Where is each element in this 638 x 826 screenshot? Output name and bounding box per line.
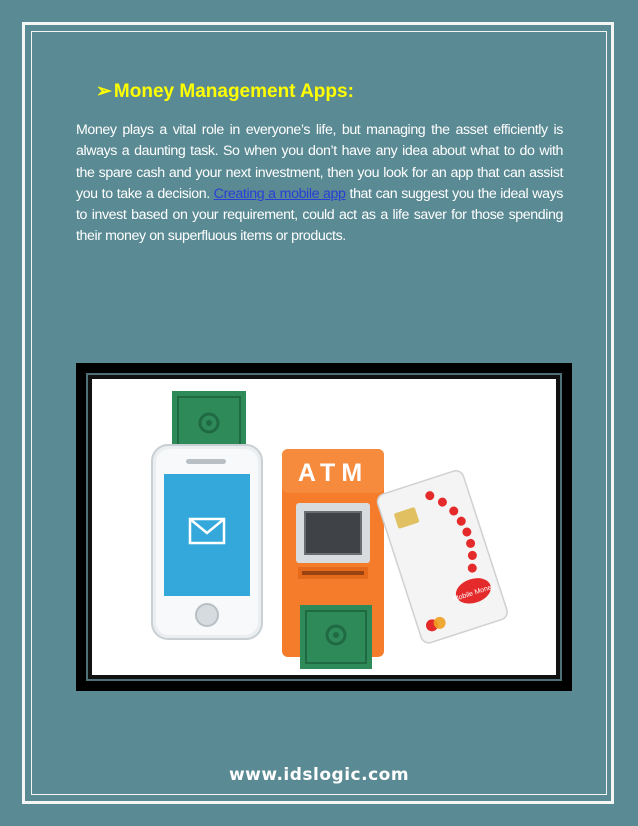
- section-heading-text: Money Management Apps:: [113, 81, 354, 102]
- arrow-bullet-icon: ➢: [96, 81, 112, 102]
- money-apps-illustration: [92, 379, 556, 675]
- footer-url: www.idslogic.com: [228, 765, 410, 785]
- section-heading: [96, 80, 354, 103]
- illustration-frame: [76, 363, 572, 691]
- body-paragraph: [76, 120, 563, 248]
- body-text-after-link: that can suggest you the ideal ways to invest based on your requirement, could act as a life saver for those spending their money on superfluous items or products.: [76, 185, 563, 245]
- banknote-icon: [300, 605, 372, 669]
- atm-label: ATM: [297, 459, 369, 487]
- creating-mobile-app-link[interactable]: Creating a mobile app: [213, 185, 346, 202]
- card-brand-text: Mobile Money: [452, 583, 496, 604]
- body-text-before-link: Money plays a vital role in everyone’s life, but managing the asset efficiently is always a daunting task. So when you don’t have any idea about what to do with the spare cash and your next investment, then you look for an app that can assist you to take a decision.: [76, 122, 563, 202]
